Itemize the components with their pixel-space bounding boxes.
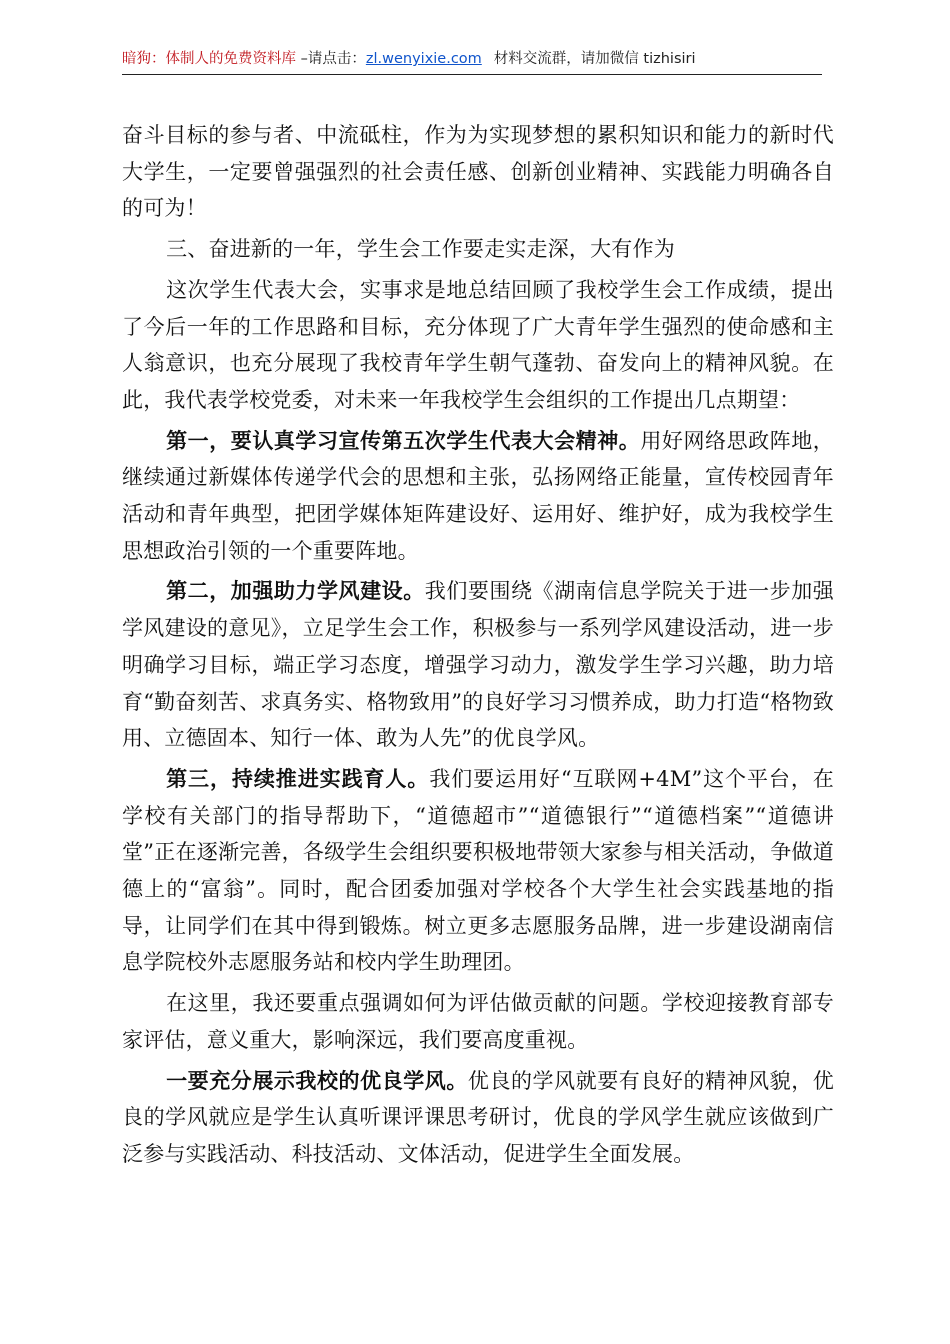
paragraph-point-3 [122, 761, 834, 981]
header-group-info: 材料交流群，请加微信 tizhisiri [493, 51, 696, 67]
paragraph-text: 我们要围绕《湖南信息学院关于进一步加强学风建设的意见》，立足学生会工作，积极参与一系列学风建设活动，进一步明确学习目标，端正学习态度，增强学习动力，激发学生学习兴趣，助力培育“勤奋刻苦、求真务实、格物致用”的良好学习习惯养成，助力打造“格物致用、立德固本、知行一体、敢为人先”的优良学风。 [122, 579, 834, 751]
paragraph-lead: 第一，要认真学习宣传第五次学生代表大会精神。 [166, 428, 641, 453]
paragraph-point-4 [122, 1063, 834, 1173]
section-heading [122, 231, 834, 268]
document-body [122, 117, 834, 1173]
paragraph-point-2 [122, 573, 834, 757]
page-header [122, 44, 822, 75]
header-link[interactable]: zl.wenyixie.com [365, 51, 482, 67]
paragraph-point-1 [122, 423, 834, 570]
paragraph-continued [122, 117, 834, 227]
header-brand: 暗狗：体制人的免费资料库 [122, 51, 296, 67]
paragraph-lead: 一要充分展示我校的优良学风。 [166, 1068, 468, 1093]
paragraph-lead: 第二，加强助力学风建设。 [166, 579, 425, 604]
header-prompt: –请点击： [296, 51, 366, 67]
paragraph [122, 272, 834, 419]
paragraph-text: 我们要运用好“互联网+4M”这个平台，在学校有关部门的指导帮助下，“道德超市”“道德银行”“道德档案”“道德讲堂”正在逐渐完善，各级学生会组织要积极地带领大家参与相关活动，争做道德上的“富翁”。同时，配合团委加强对学校各个大学生社会实践基地的指导，让同学们在其中得到锻炼。树立更多志愿服务品牌，进一步建设湖南信息学院校外志愿服务站和校内学生助理团。 [122, 766, 834, 975]
paragraph-text: 在这里，我还要重点强调如何为评估做贡献的问题。学校迎接教育部专家评估，意义重大，影响深远，我们要高度重视。 [122, 991, 834, 1052]
paragraph-text: 奋斗目标的参与者、中流砥柱，作为为实现梦想的累积知识和能力的新时代大学生，一定要曾强强烈的社会责任感、创新创业精神、实践能力明确各自的可为！ [122, 123, 834, 221]
paragraph [122, 985, 834, 1058]
paragraph-text: 用好网络思政阵地，继续通过新媒体传递学代会的思想和主张，弘扬网络正能量，宣传校园青年活动和青年典型，把团学媒体矩阵建设好、运用好、维护好，成为我校学生思想政治引领的一个重要阵地。 [122, 428, 834, 563]
paragraph-text: 优良的学风就要有良好的精神风貌，优良的学风就应是学生认真听课评课思考研讨，优良的学风学生就应该做到广泛参与实践活动、科技活动、文体活动，促进学生全面发展。 [122, 1068, 834, 1166]
paragraph-lead: 第三，持续推进实践育人。 [166, 766, 430, 791]
section-heading-text: 三、奋进新的一年，学生会工作要走实走深，大有作为 [166, 237, 675, 262]
paragraph-text: 这次学生代表大会，实事求是地总结回顾了我校学生会工作成绩，提出了今后一年的工作思路和目标，充分体现了广大青年学生强烈的使命感和主人翁意识，也充分展现了我校青年学生朝气蓬勃、奋发向上的精神风貌。在此，我代表学校党委，对未来一年我校学生会组织的工作提出几点期望： [122, 277, 834, 412]
